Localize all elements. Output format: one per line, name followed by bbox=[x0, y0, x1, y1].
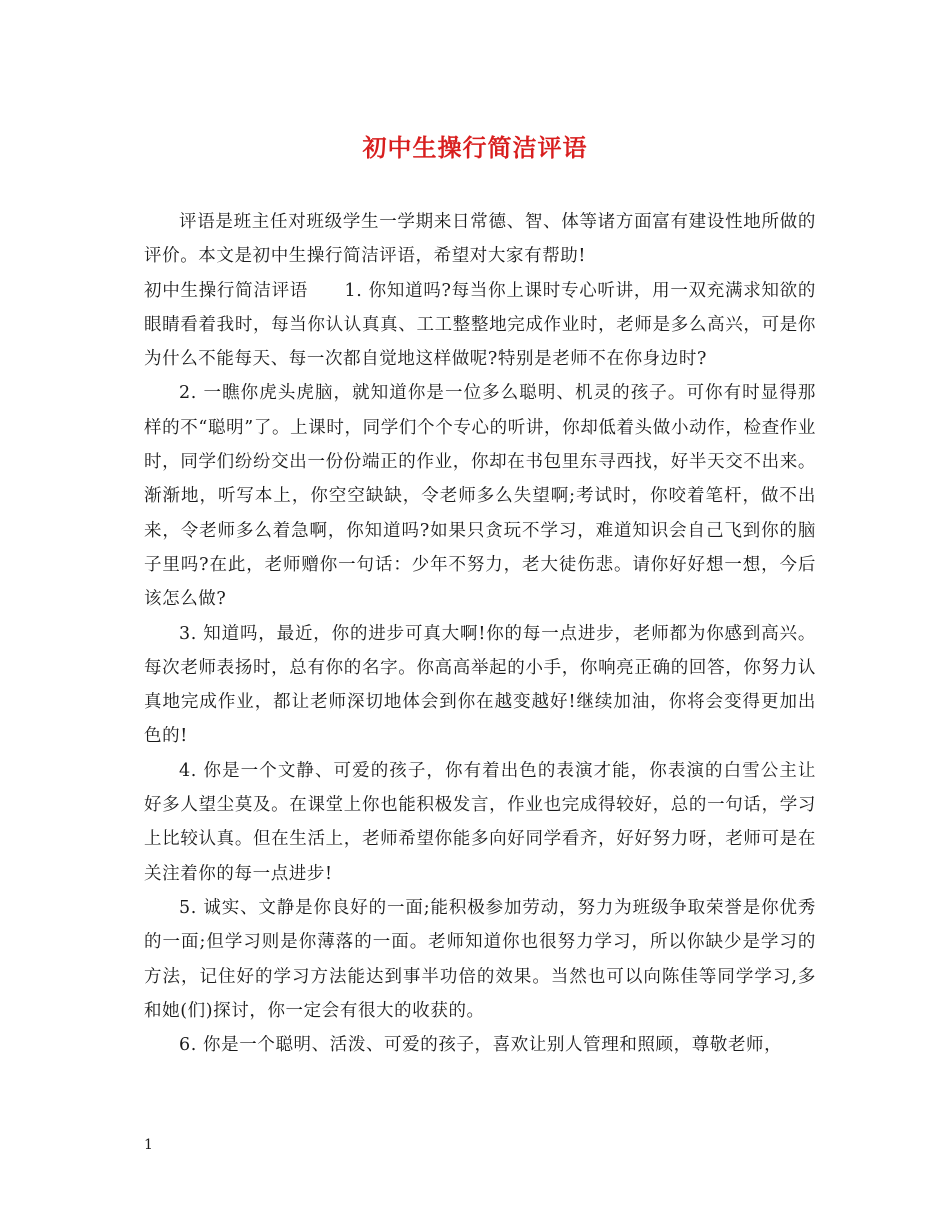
intro-paragraph: 评语是班主任对班级学生一学期来日常德、智、体等诸方面富有建设性地所做的评价。本文是初中生操行简洁评语，希望对大家有帮助! bbox=[144, 212, 816, 267]
document-title: 初中生操行简洁评语 bbox=[362, 133, 588, 162]
comment-paragraph-6: 6. 你是一个聪明、活泼、可爱的孩子，喜欢让别人管理和照顾，尊敬老师， bbox=[179, 1035, 783, 1056]
comment-paragraph-4: 4. 你是一个文静、可爱的孩子，你有着出色的表演才能，你表演的白雪公主让好多人望尘莫及。在课堂上你也能积极发言，作业也完成得较好，总的一句话，学习上比较认真。但在生活上，老师希望你能多向好同学看齐，好好努力呀，老师可是在关注着你的每一点进步! bbox=[144, 760, 816, 884]
document-body bbox=[144, 205, 816, 1062]
page-number: 1 bbox=[144, 1137, 153, 1153]
comment-paragraph-5: 5. 诚实、文静是你良好的一面;能积极参加劳动，努力为班级争取荣誉是你优秀的一面;但学习则是你薄落的一面。老师知道你也很努力学习，所以你缺少是学习的方法，记住好的学习方法能达到事半功倍的效果。当然也可以向陈佳等同学学习,多和她(们)探讨，你一定会有很大的收获的。 bbox=[144, 897, 816, 1021]
comment-paragraph-2: 2. 一瞧你虎头虎脑，就知道你是一位多么聪明、机灵的孩子。可你有时显得那样的不“聪明”了。上课时，同学们个个专心的听讲，你却低着头做小动作，检查作业时，同学们纷纷交出一份份端正的作业，你却在书包里东寻西找，好半天交不出来。渐渐地，听写本上，你空空缺缺，令老师多么失望啊;考试时，你咬着笔杆，做不出来，令老师多么着急啊，你知道吗?如果只贪玩不学习，难道知识会自己飞到你的脑子里吗?在此，老师赠你一句话：少年不努力，老大徒伤悲。请你好好想一想，今后该怎么做? bbox=[144, 383, 816, 610]
comment-paragraph-3: 3. 知道吗，最近，你的进步可真大啊!你的每一点进步，老师都为你感到高兴。每次老师表扬时，总有你的名字。你高高举起的小手，你响亮正确的回答，你努力认真地完成作业，都让老师深切地体会到你在越变越好!继续加油，你将会变得更加出色的! bbox=[144, 623, 816, 747]
section-paragraph-1: 初中生操行简洁评语 1. 你知道吗?每当你上课时专心听讲，用一双充满求知欲的眼睛看着我时，每当你认认真真、工工整整地完成作业时，老师是多么高兴，可是你为什么不能每天、每一次都自觉地这样做呢?特别是老师不在你身边时? bbox=[144, 280, 816, 370]
